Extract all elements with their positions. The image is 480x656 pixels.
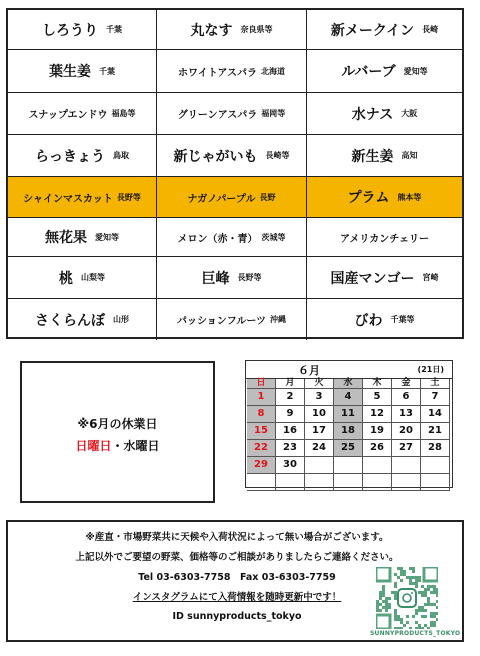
product-name: さくらんぼ xyxy=(35,312,105,329)
product-name: スナップエンドウ xyxy=(28,110,108,121)
calendar-day: 19 xyxy=(363,423,392,440)
product-region: 大阪 xyxy=(401,109,418,118)
product-cell xyxy=(8,50,157,93)
calendar-day: 2 xyxy=(276,389,305,406)
calendar-day: 3 xyxy=(305,389,334,406)
product-name: プラム xyxy=(347,190,390,206)
calendar-weekday: 金 xyxy=(392,379,421,389)
product-cell xyxy=(8,135,157,177)
calendar-day: 8 xyxy=(247,406,276,423)
product-region: 千葉 xyxy=(99,66,115,76)
product-cell xyxy=(8,177,157,218)
product-region: 愛知等 xyxy=(403,66,428,76)
calendar-day: 30 xyxy=(276,457,305,474)
product-name: 桃 xyxy=(59,270,73,287)
info-instagram: インスタグラムにて入荷情報を随時更新中です！ xyxy=(132,592,342,603)
product-name: 新メークイン xyxy=(330,22,415,39)
product-name: ナガノパープル xyxy=(187,193,256,205)
calendar-day: 20 xyxy=(392,423,421,440)
product-region: 宮崎 xyxy=(422,273,439,282)
calendar-day: 23 xyxy=(276,440,305,457)
calendar-day: 24 xyxy=(305,440,334,457)
product-cell xyxy=(157,177,307,218)
info-note: ※産直・市場野菜共に天候や入荷状況によって無い場合がございます。 xyxy=(85,532,389,543)
product-region: 福岡等 xyxy=(261,109,286,118)
calendar-day xyxy=(305,457,334,474)
product-cell xyxy=(307,50,462,93)
product-table xyxy=(6,8,464,339)
product-cell xyxy=(157,10,307,50)
product-name: 新生姜 xyxy=(351,148,394,165)
product-region: 奈良県等 xyxy=(240,25,273,34)
product-cell xyxy=(8,257,157,299)
qr-caption: SUNNYPRODUCTS_TOKYO xyxy=(370,630,461,637)
product-cell xyxy=(157,299,307,340)
holiday-title: ※6月の休業日 xyxy=(77,417,158,431)
calendar-day: 11 xyxy=(334,406,363,423)
product-region: 沖縄 xyxy=(270,315,286,324)
product-region: 長野等 xyxy=(237,273,262,282)
product-cell xyxy=(8,218,157,257)
calendar-day: 13 xyxy=(392,406,421,423)
calendar-day xyxy=(305,474,334,491)
calendar-day: 1 xyxy=(247,389,276,406)
calendar-day: 27 xyxy=(392,440,421,457)
product-name: 巨峰 xyxy=(201,270,230,287)
calendar-weekday: 日 xyxy=(247,379,276,389)
product-cell xyxy=(8,299,157,340)
calendar-day: 15 xyxy=(247,423,276,440)
product-cell xyxy=(157,218,307,257)
calendar-weekday: 土 xyxy=(421,379,450,389)
calendar-header xyxy=(246,361,452,379)
calendar-day xyxy=(247,474,276,491)
product-name: ホワイトアスパラ xyxy=(178,67,257,79)
product-region: 鳥取 xyxy=(113,151,129,160)
calendar-day: 14 xyxy=(421,406,450,423)
product-cell xyxy=(307,10,462,50)
calendar-day xyxy=(363,474,392,491)
product-region: 長野等 xyxy=(116,192,141,202)
product-name: 水ナス xyxy=(351,106,394,123)
instagram-qr-code xyxy=(376,567,438,629)
calendar-day: 18 xyxy=(334,423,363,440)
calendar-day: 16 xyxy=(276,423,305,440)
product-region: 山形 xyxy=(113,315,129,324)
product-cell xyxy=(8,93,157,135)
info-request: 上記以外でご要望の野菜、価格等のご相談がありましたらご連絡ください。 xyxy=(75,552,399,563)
info-contact: Tel 03-6303-7758 Fax 03-6303-7759 xyxy=(138,572,336,583)
calendar-day: 29 xyxy=(247,457,276,474)
product-cell xyxy=(307,218,462,257)
product-cell xyxy=(157,135,307,177)
holiday-notice xyxy=(20,361,215,503)
calendar-month: ６月 xyxy=(298,364,320,377)
calendar-day: 21 xyxy=(421,423,450,440)
calendar-day: 12 xyxy=(363,406,392,423)
product-region: 千葉等 xyxy=(390,315,415,324)
calendar-day xyxy=(421,474,450,491)
product-cell xyxy=(307,135,462,177)
calendar-day: 26 xyxy=(363,440,392,457)
product-name: 丸なす xyxy=(190,22,233,39)
product-region: 愛知等 xyxy=(95,232,119,242)
product-region: 長崎等 xyxy=(265,151,290,160)
calendar-day xyxy=(334,474,363,491)
calendar-day: 10 xyxy=(305,406,334,423)
product-name: グリーンアスパラ xyxy=(177,110,258,121)
calendar-day: 5 xyxy=(363,389,392,406)
calendar-day: 4 xyxy=(334,389,363,406)
calendar-day xyxy=(421,457,450,474)
product-name: 新じゃがいも xyxy=(173,148,258,165)
info-box xyxy=(6,520,464,642)
product-region: 長崎 xyxy=(422,25,439,34)
product-region: 熊本等 xyxy=(397,192,422,202)
product-cell xyxy=(307,93,462,135)
calendar-day: 6 xyxy=(392,389,421,406)
calendar-day xyxy=(334,457,363,474)
product-name: しろうり xyxy=(42,22,98,39)
calendar-day xyxy=(392,457,421,474)
info-id: ID sunnyproducts_tokyo xyxy=(172,611,302,622)
holiday-separator: ・ xyxy=(111,439,124,453)
product-cell xyxy=(157,93,307,135)
product-cell xyxy=(307,177,462,218)
product-name: びわ xyxy=(354,312,383,329)
calendar-day xyxy=(392,474,421,491)
calendar-day: 28 xyxy=(421,440,450,457)
product-name: シャインマスカット xyxy=(23,193,113,205)
product-region: 北海道 xyxy=(261,66,285,76)
product-region: 山梨等 xyxy=(81,273,105,282)
june-calendar xyxy=(245,360,453,488)
calendar-day: 17 xyxy=(305,423,334,440)
product-name: アメリカンチェリー xyxy=(340,233,429,245)
product-name: ルバーブ xyxy=(341,64,396,80)
product-name: 葉生姜 xyxy=(49,64,91,80)
product-name: らっきょう xyxy=(35,148,105,165)
product-region: 千葉 xyxy=(106,25,122,34)
calendar-weekday: 木 xyxy=(363,379,392,389)
product-name: メロン（赤・青） xyxy=(177,233,258,245)
calendar-day: 25 xyxy=(334,440,363,457)
product-cell xyxy=(157,50,307,93)
product-region: 茨城等 xyxy=(261,232,286,242)
calendar-weekday: 月 xyxy=(276,379,305,389)
calendar-day: 22 xyxy=(247,440,276,457)
product-cell xyxy=(307,299,462,340)
product-name: 無花果 xyxy=(45,230,87,246)
product-cell xyxy=(307,257,462,299)
product-region: 高知 xyxy=(401,151,418,160)
calendar-weekday: 火 xyxy=(305,379,334,389)
product-name: 国産マンゴー xyxy=(330,270,415,287)
calendar-day: 9 xyxy=(276,406,305,423)
holiday-days xyxy=(22,437,213,454)
calendar-day xyxy=(276,474,305,491)
calendar-weekday: 水 xyxy=(334,379,363,389)
product-region: 福島等 xyxy=(111,109,136,118)
calendar-business-days: (21日) xyxy=(417,365,444,374)
product-cell xyxy=(8,10,157,50)
holiday-day-wednesday: 水曜日 xyxy=(123,439,160,453)
calendar-day: 7 xyxy=(421,389,450,406)
product-name: パッションフルーツ xyxy=(177,316,266,327)
product-cell xyxy=(157,257,307,299)
calendar-day xyxy=(363,457,392,474)
product-region: 長野 xyxy=(259,192,276,202)
holiday-day-sunday: 日曜日 xyxy=(75,439,112,453)
